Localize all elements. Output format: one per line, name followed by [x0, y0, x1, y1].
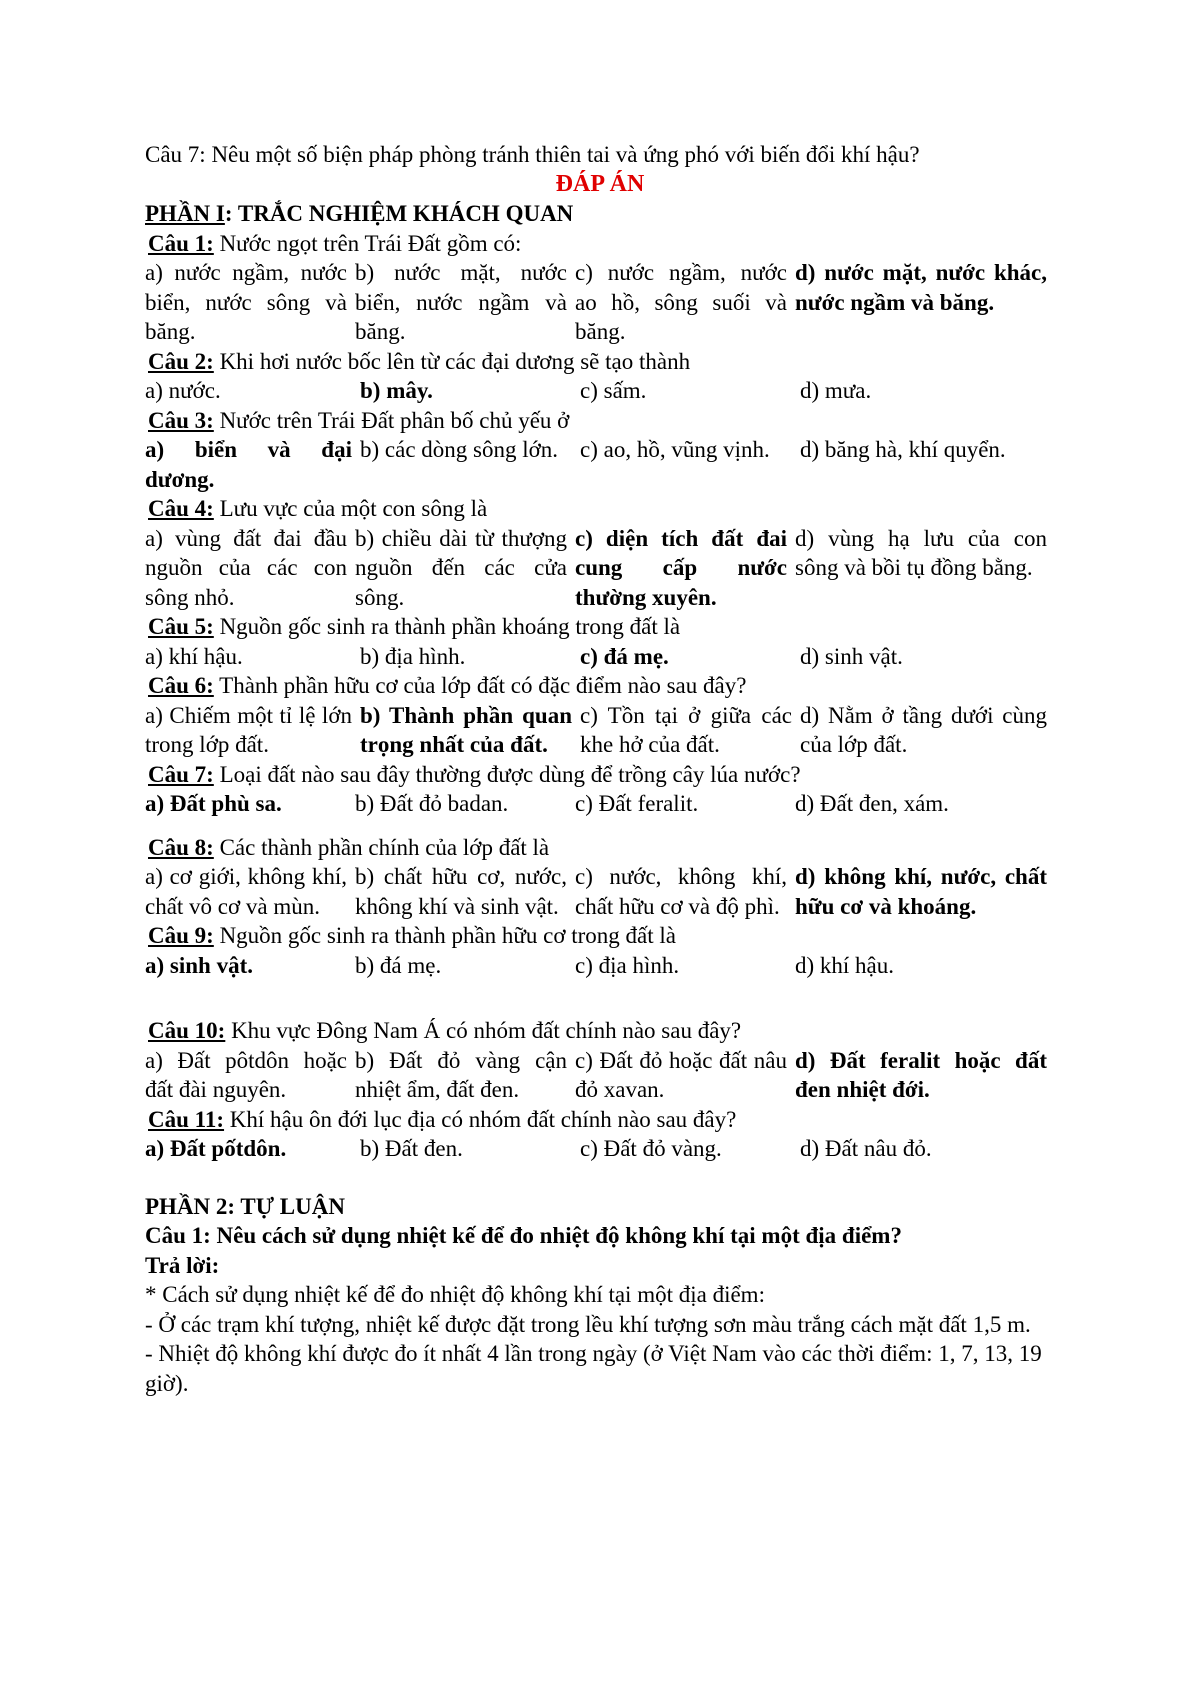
options-row: [145, 862, 1055, 921]
option-d: d) vùng hạ lưu của con sông và bồi tụ đồng bằng.: [795, 525, 1047, 580]
option-a: a) nước ngầm, nước biển, nước sông và băng.: [145, 260, 347, 344]
question-11: [148, 1105, 1055, 1135]
question-7: [148, 760, 1055, 790]
question-label: Câu 4:: [148, 496, 214, 521]
question-1: [148, 229, 1055, 259]
option-b-correct: b) Thành phần quan trọng nhất của đất.: [360, 702, 572, 757]
option-d: d) sinh vật.: [800, 643, 903, 669]
question-text: Khu vực Đông Nam Á có nhóm đất chính nào sau đây?: [231, 1018, 742, 1043]
question-3: [148, 406, 1055, 436]
option-a: a) Đất pôtdôn hoặc đất đài nguyên.: [145, 1047, 347, 1102]
part1-heading-rest: : TRẮC NGHIỆM KHÁCH QUAN: [224, 201, 574, 226]
essay-question: Câu 1: Nêu cách sử dụng nhiệt kế để đo nhiệt độ không khí tại một địa điểm?: [145, 1223, 902, 1248]
essay-line-2: - Ở các trạm khí tượng, nhiệt kế được đặt trong lều khí tượng sơn màu trắng cách mặt đất 1,5 m.: [145, 1311, 1031, 1337]
document-page: [145, 140, 1055, 1398]
option-b: b) nước mặt, nước biển, nước ngầm và băng.: [355, 260, 567, 344]
question-text: Nguồn gốc sinh ra thành phần hữu cơ trong đất là: [219, 923, 676, 948]
essay-line-1: * Cách sử dụng nhiệt kế để đo nhiệt độ không khí tại một địa điểm:: [145, 1282, 765, 1307]
option-b: b) đá mẹ.: [355, 952, 442, 978]
option-a: a) nước.: [145, 378, 221, 403]
option-d-correct: d) Đất feralit hoặc đất đen nhiệt đới.: [795, 1047, 1047, 1102]
question-list: [145, 229, 1055, 1164]
question-6: [148, 671, 1055, 701]
question-label: Câu 5:: [148, 614, 214, 639]
option-c: c) Đất feralit.: [575, 791, 699, 816]
option-d: d) mưa.: [800, 378, 872, 403]
option-b: b) các dòng sông lớn.: [360, 437, 559, 462]
option-a: a) vùng đất đai đầu nguồn của các con sông nhỏ.: [145, 525, 347, 610]
question-9: [148, 921, 1055, 951]
question-label: Câu 10:: [148, 1018, 226, 1043]
option-a: a) khí hậu.: [145, 643, 243, 669]
option-c: c) Đất đỏ vàng.: [580, 1136, 722, 1161]
question-5: [148, 612, 1055, 642]
option-c: c) Đất đỏ hoặc đất nâu đỏ xavan.: [575, 1047, 787, 1102]
option-a-correct: a) Đất phù sa.: [145, 791, 282, 816]
intro-question: Câu 7: Nêu một số biện pháp phòng tránh thiên tai và ứng phó với biến đổi khí hậu?: [145, 142, 920, 167]
question-text: Các thành phần chính của lớp đất là: [219, 834, 550, 860]
options-row: [145, 1134, 1055, 1164]
question-4: [148, 494, 1055, 524]
option-a-correct: a) Đất pốtdôn.: [145, 1136, 287, 1161]
question-text: Khí hậu ôn đới lục địa có nhóm đất chính nào sau đây?: [229, 1106, 737, 1132]
question-text: Nguồn gốc sinh ra thành phần khoáng trong đất là: [219, 614, 681, 639]
part1-heading: [145, 199, 1055, 229]
question-8: [148, 833, 1055, 863]
part1-heading-label: PHẦN I: [145, 201, 225, 226]
question-text: Lưu vực của một con sông là: [219, 496, 488, 521]
question-text: Khi hơi nước bốc lên từ các đại dương sẽ tạo thành: [219, 348, 691, 374]
answer-title: ĐÁP ÁN: [555, 170, 645, 197]
question-text: Loại đất nào sau đây thường được dùng để trồng cây lúa nước?: [219, 761, 801, 787]
question-2: [148, 347, 1055, 377]
option-c: c) địa hình.: [575, 952, 680, 978]
question-label: Câu 11:: [148, 1106, 225, 1132]
answer-label: Trả lời:: [145, 1252, 220, 1278]
option-b: b) chiều dài từ thượng nguồn đến các cửa sông.: [355, 525, 567, 610]
part2-heading: PHẦN 2: TỰ LUẬN: [145, 1193, 345, 1219]
option-b: b) địa hình.: [360, 643, 466, 669]
option-c: c) sấm.: [580, 378, 647, 403]
question-label: Câu 1:: [148, 230, 214, 256]
question-label: Câu 7:: [148, 761, 214, 787]
option-c: c) nước, không khí, chất hữu cơ và độ phì.: [575, 864, 787, 919]
question-label: Câu 2:: [148, 348, 214, 374]
question-label: Câu 3:: [148, 407, 214, 433]
option-c: c) Tồn tại ở giữa các khe hở của đất.: [580, 702, 792, 757]
options-row: [145, 642, 1055, 672]
options-row: [145, 524, 1055, 613]
question-10: [148, 1016, 1055, 1046]
option-b-correct: b) mây.: [360, 378, 433, 403]
option-c-correct: c) đá mẹ.: [580, 643, 669, 669]
options-row: [145, 258, 1055, 347]
options-row: [145, 951, 1055, 981]
option-b: b) Đất đen.: [360, 1136, 463, 1161]
option-c: c) nước ngầm, nước ao hồ, sông suối và băng.: [575, 260, 787, 344]
option-d: d) Đất nâu đỏ.: [800, 1136, 932, 1161]
question-text: Nước ngọt trên Trái Đất gồm có:: [219, 230, 522, 256]
option-d: d) khí hậu.: [795, 952, 895, 978]
options-row: [145, 789, 1055, 819]
question-label: Câu 9:: [148, 923, 214, 948]
question-label: Câu 6:: [148, 673, 214, 698]
options-row: [145, 376, 1055, 406]
option-b: b) chất hữu cơ, nước, không khí và sinh vật.: [355, 864, 567, 919]
option-a-correct: a) sinh vật.: [145, 952, 253, 978]
question-label: Câu 8:: [148, 834, 214, 860]
option-c: c) ao, hồ, vũng vịnh.: [580, 437, 770, 462]
option-b: b) Đất đỏ badan.: [355, 791, 509, 816]
question-text: Thành phần hữu cơ của lớp đất có đặc điểm nào sau đây?: [219, 673, 747, 698]
option-a-correct: a) biển và đại dương.: [145, 437, 352, 492]
essay-line-3: - Nhiệt độ không khí được đo ít nhất 4 lần trong ngày (ở Việt Nam vào các thời điểm: 1, 7, 13, 19 giờ).: [145, 1341, 1042, 1396]
options-row: [145, 1046, 1055, 1105]
option-d: d) băng hà, khí quyển.: [800, 437, 1006, 462]
option-d: d) Đất đen, xám.: [795, 791, 949, 816]
question-text: Nước trên Trái Đất phân bố chủ yếu ở: [219, 407, 570, 433]
options-row: [145, 701, 1055, 760]
option-a: a) cơ giới, không khí, chất vô cơ và mùn.: [145, 864, 347, 919]
options-row: [145, 435, 1055, 494]
option-a: a) Chiếm một tỉ lệ lớn trong lớp đất.: [145, 702, 352, 757]
option-d: d) Nằm ở tầng dưới cùng của lớp đất.: [800, 702, 1047, 757]
option-d-correct: d) không khí, nước, chất hữu cơ và khoáng.: [795, 864, 1047, 919]
option-d-correct: d) nước mặt, nước khác, nước ngầm và băng.: [795, 260, 1047, 315]
option-b: b) Đất đỏ vàng cận nhiệt ẩm, đất đen.: [355, 1047, 567, 1102]
option-c-correct: c) diện tích đất đai cung cấp nước thường xuyên.: [575, 525, 787, 610]
